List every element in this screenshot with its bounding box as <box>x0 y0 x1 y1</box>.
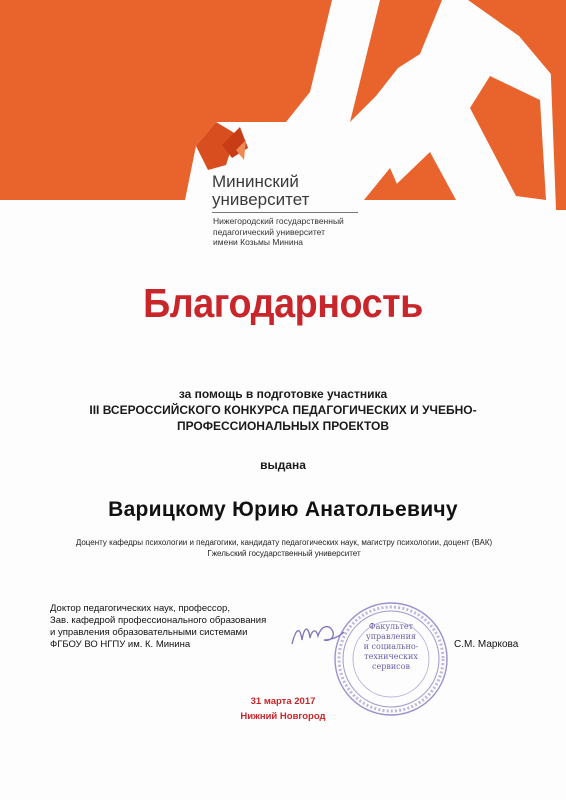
purpose-line3: ПРОФЕССИОНАЛЬНЫХ ПРОЕКТОВ <box>176 419 390 433</box>
stamp-line4: технических <box>364 652 418 661</box>
stamp-text <box>343 622 439 672</box>
issued-label: выдана <box>260 458 306 472</box>
signer-title <box>50 603 266 651</box>
issue-city: Нижний Новгород <box>240 711 326 722</box>
stamp-line5: сервисов <box>372 662 410 671</box>
logo-name <box>212 173 309 209</box>
stamp-line1: Факультет <box>368 622 414 631</box>
logo-subtitle <box>213 216 344 248</box>
stamp-line3: и социально- <box>363 642 419 651</box>
signer-name: С.М. Маркова <box>454 639 519 650</box>
logo-divider <box>212 212 358 213</box>
signer-line4: ФГБОУ ВО НГПУ им. К. Минина <box>50 639 191 650</box>
stamp-line2: управления <box>366 632 416 641</box>
issue-date: 31 марта 2017 <box>250 696 316 707</box>
recipient-name: Варицкому Юрию Анатольевичу <box>108 498 458 521</box>
purpose-line1: за помощь в подготовке участника <box>178 387 388 401</box>
logo-name-line2: университет <box>212 190 310 209</box>
recipient-description: Доценту кафедры психологии и педагогики, кандидату педагогических наук, магистру психологии, доцент (ВАК) Гжельский государственный университет <box>75 538 493 558</box>
certificate-title: Благодарность <box>143 280 423 326</box>
signer-line2: Зав. кафедрой профессионального образования <box>50 615 267 626</box>
logo-sub-line2: педагогический университет <box>213 226 326 237</box>
logo-sub-line1: Нижегородский государственный <box>213 216 344 226</box>
logo-sub-line3: имени Козьмы Минина <box>213 237 304 247</box>
logo-name-line1: Мининский <box>212 172 299 191</box>
signer-line1: Доктор педагогических наук, профессор, <box>50 603 230 614</box>
signer-line3: и управления образовательными системами <box>50 627 248 638</box>
purpose-line2: III ВСЕРОССИЙСКОГО КОНКУРСА ПЕДАГОГИЧЕСКИХ И УЧЕБНО- <box>89 403 477 417</box>
